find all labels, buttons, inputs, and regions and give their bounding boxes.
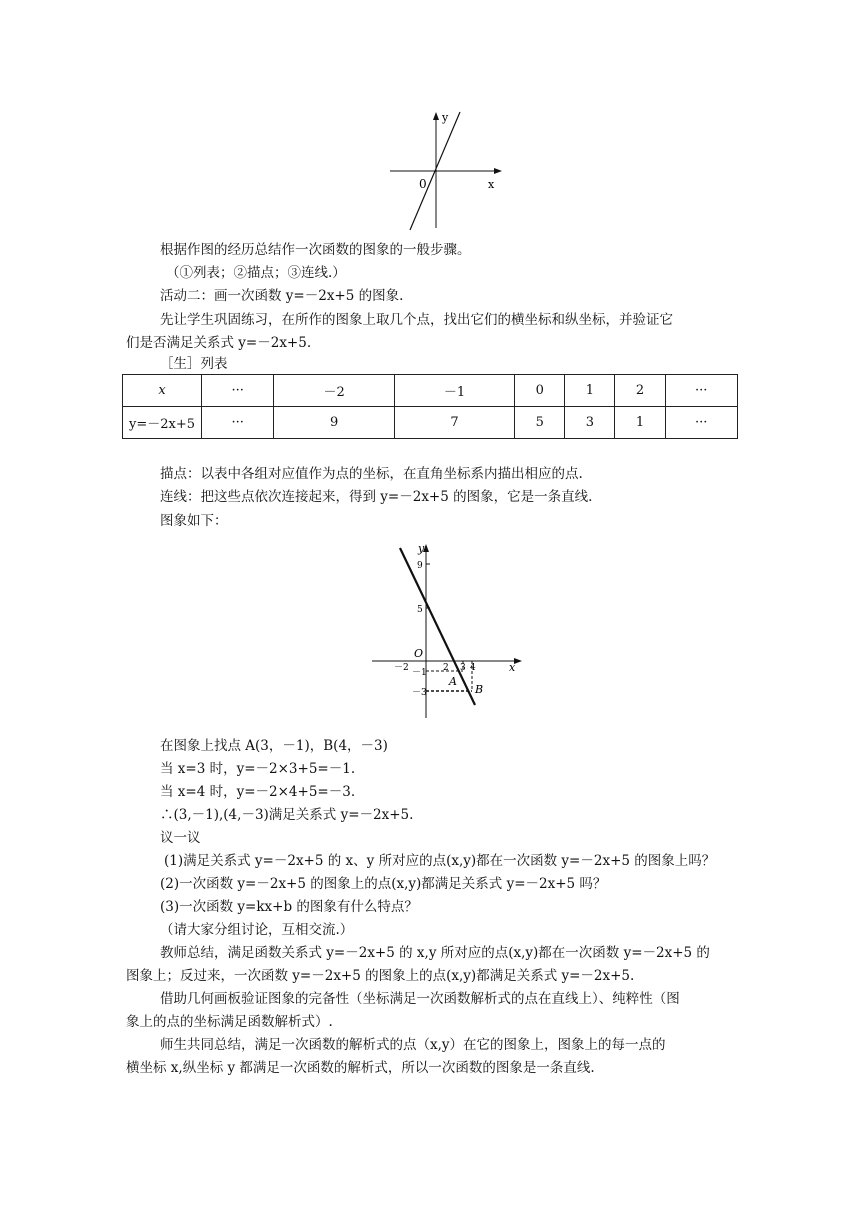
x-tick-label: 4 — [470, 663, 476, 673]
text-line: 师生共同总结，满足一次函数的解析式的点（x,y）在它的图象上，图象上的每一点的 — [160, 1037, 666, 1053]
table-cell: －2 — [274, 375, 394, 407]
table-cell: 0 — [515, 375, 565, 407]
text-line: 们是否满足关系式 y=－2x+5. — [126, 335, 312, 351]
text-line: 教师总结，满足函数关系式 y=－2x+5 的 x,y 所对应的点(x,y)都在一次函数 y=－2x+5 的 — [160, 945, 710, 961]
text-line: 描点：以表中各组对应值作为点的坐标，在直角坐标系内描出相应的点. — [160, 466, 583, 482]
y-tick-label: 9 — [417, 561, 423, 571]
text-line: 活动二：画一次函数 y=－2x+5 的图象. — [160, 288, 404, 304]
table-cell: 3 — [565, 407, 615, 439]
table-cell: 9 — [274, 407, 394, 439]
text-line: 图象如下： — [160, 513, 228, 529]
text-line: (2)一次函数 y=－2x+5 的图象上的点(x,y)都满足关系式 y=－2x+5 吗？ — [160, 876, 607, 892]
x-tick-label: 3 — [460, 663, 466, 673]
x-tick-label: 2 — [443, 663, 449, 673]
text-line: 在图象上找点 A(3，－1)，B(4，－3) — [160, 738, 388, 754]
table-cell: 7 — [394, 407, 514, 439]
table-cell: 1 — [615, 407, 665, 439]
table-cell: 5 — [515, 407, 565, 439]
origin-label: O — [414, 647, 424, 660]
table-cell: ··· — [665, 375, 737, 407]
table-cell: 2 — [615, 375, 665, 407]
value-table — [122, 374, 738, 439]
text-line: （①列表；②描点；③连线.） — [166, 265, 346, 281]
table-cell: ··· — [665, 407, 737, 439]
text-line: 图象上；反过来，一次函数 y=－2x+5 的图象上的点(x,y)都满足关系式 y=－2x+5. — [126, 968, 635, 984]
table-row — [123, 407, 738, 439]
y-axis-arrow-icon — [433, 112, 439, 120]
text-line: 根据作图的经历总结作一次函数的图象的一般步骤。 — [160, 242, 471, 258]
y-axis-label: y — [418, 542, 425, 555]
text-line: （请大家分组讨论，互相交流.） — [160, 922, 354, 938]
y-tick-label: －3 — [412, 688, 427, 698]
point-b-label: B — [475, 683, 484, 696]
graph-line — [400, 548, 475, 705]
x-tick-label: －2 — [394, 663, 409, 673]
text-line: 当 x=3 时，y=－2×3+5=－1. — [160, 761, 356, 777]
text-line: ∴(3,－1),(4,－3)满足关系式 y=－2x+5. — [160, 807, 414, 823]
text-line: 议一议 — [160, 830, 201, 846]
text-line: (3)一次函数 y=kx+b 的图象有什么特点？ — [160, 899, 418, 915]
figure-line-graph — [368, 540, 528, 725]
text-line: 当 x=4 时，y=－2×4+5=－3. — [160, 784, 356, 800]
table-cell: ··· — [202, 407, 274, 439]
text-line: 横坐标 x,纵坐标 y 都满足一次函数的解析式，所以一次函数的图象是一条直线. — [126, 1060, 595, 1076]
text-line: 连线：把这些点依次连接起来，得到 y=－2x+5 的图象，它是一条直线. — [160, 489, 593, 505]
text-line: ［生］列表 — [160, 356, 228, 372]
text-line: 先让学生巩固练习，在所作的图象上取几个点，找出它们的横坐标和纵坐标，并验证它 — [160, 312, 673, 328]
y-tick-label: 5 — [417, 605, 423, 615]
table-cell: y=－2x+5 — [123, 407, 202, 439]
origin-label: 0 — [419, 177, 427, 191]
figure-axes-sketch — [386, 108, 506, 233]
table-cell: ··· — [202, 375, 274, 407]
y-tick-label: －1 — [412, 668, 427, 678]
text-line: 借助几何画板验证图象的完备性（坐标满足一次函数解析式的点在直线上）、纯粹性（图 — [160, 991, 680, 1007]
table-cell: x — [123, 375, 202, 407]
text-line: 象上的点的坐标满足函数解析式）. — [126, 1014, 333, 1030]
text-line: (1)满足关系式 y=－2x+5 的 x、y 所对应的点(x,y)都在一次函数 y=－2x+5 的图象上吗？ — [164, 853, 716, 869]
y-axis-label: y — [442, 111, 449, 124]
table-row — [123, 375, 738, 407]
point-a-label: A — [449, 675, 457, 688]
table-cell: －1 — [394, 375, 514, 407]
x-axis-label: x — [509, 661, 516, 674]
x-axis-label: x — [488, 178, 495, 191]
x-axis-arrow-icon — [494, 168, 502, 174]
table-cell: 1 — [565, 375, 615, 407]
